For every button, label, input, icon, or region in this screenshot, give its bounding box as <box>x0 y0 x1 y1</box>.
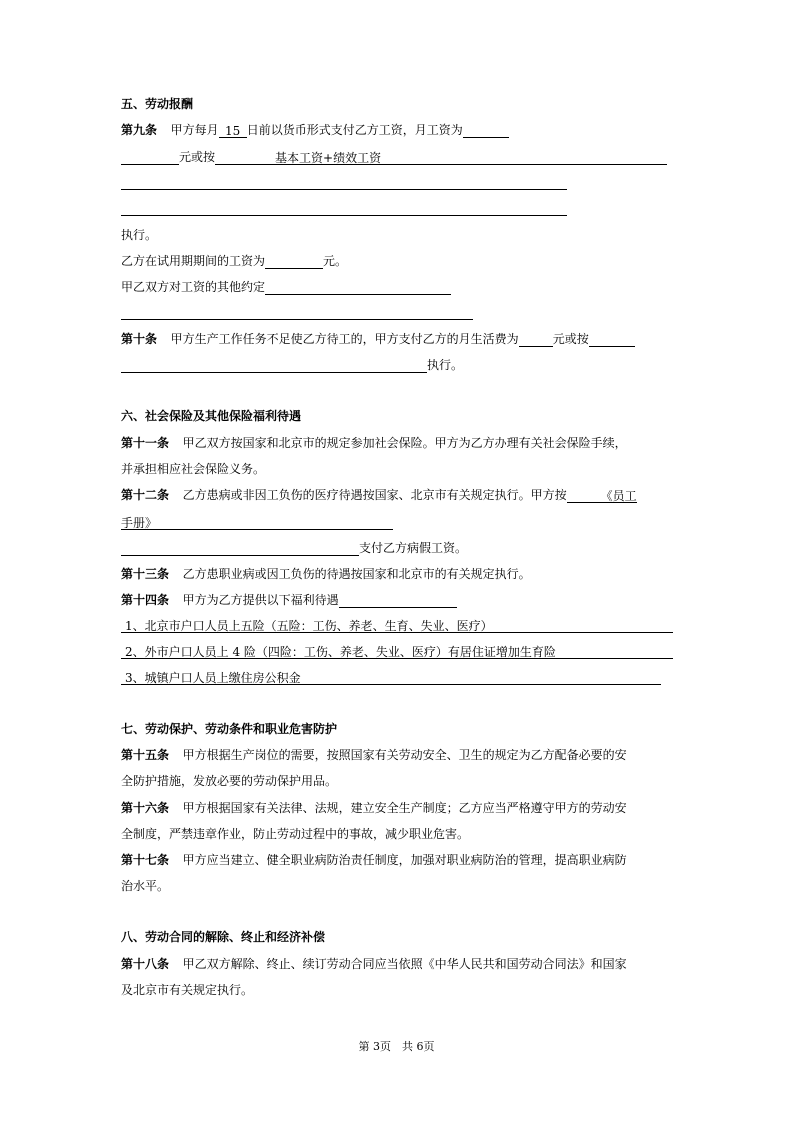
other-text: 甲乙双方对工资的其他约定 <box>121 280 266 294</box>
welfare-item-text: 3、城镇户口人员上缴住房公积金 <box>125 671 301 685</box>
article-11-line-1 <box>121 435 627 451</box>
article-text: 执行。 <box>427 358 464 372</box>
article-text: 乙方患职业病或因工负伤的待遇按国家和北京市的有关规定执行。 <box>182 567 531 581</box>
article-text: 甲方为乙方提供以下福利待遇 <box>182 593 339 607</box>
probation-wage-line <box>121 253 347 269</box>
article-text: 甲乙双方解除、终止、续订劳动合同应当依照《中华人民共和国劳动合同法》和国家 <box>182 957 627 971</box>
welfare-item <box>121 669 661 685</box>
living-fee-method-blank <box>589 332 635 347</box>
article-9-exec: 执行。 <box>121 228 158 242</box>
article-14 <box>121 592 457 608</box>
article-9-line-1 <box>121 122 509 138</box>
sick-pay-basis-value: 《员工 <box>600 489 637 503</box>
wage-method-field <box>215 150 667 165</box>
article-label: 第十五条 <box>121 748 170 762</box>
other-agreement-blank <box>265 280 451 295</box>
welfare-field <box>121 670 661 685</box>
page-number: 第 3页 共 6页 <box>358 1040 435 1053</box>
section-heading-wages: 五、劳动报酬 <box>121 97 194 111</box>
article-label: 第十一条 <box>121 436 170 450</box>
article-text: 支付乙方病假工资。 <box>359 541 468 555</box>
article-text: 甲方应当建立、健全职业病防治责任制度，加强对职业病防治的管理，提高职业病防 <box>182 853 627 867</box>
article-17-line-1 <box>121 852 627 868</box>
wage-method-value: 基本工资+绩效工资 <box>275 151 382 165</box>
article-text: 甲方每月 <box>170 123 219 137</box>
article-label: 第十七条 <box>121 853 170 867</box>
article-label: 第十二条 <box>121 488 170 502</box>
article-label: 第十六条 <box>121 801 170 815</box>
article-label: 第十八条 <box>121 957 170 971</box>
article-12-line-1 <box>121 487 637 503</box>
wage-amount-blank <box>121 150 179 165</box>
other-agreement-line <box>121 279 451 295</box>
welfare-item <box>121 617 673 633</box>
article-17-line-2: 治水平。 <box>121 879 170 893</box>
living-fee-method-blank-2 <box>121 358 427 373</box>
probation-wage-blank <box>265 254 323 269</box>
article-10-line-1 <box>121 331 635 347</box>
welfare-field <box>121 644 673 659</box>
blank-line <box>121 189 567 190</box>
monthly-wage-blank <box>463 123 509 138</box>
sick-pay-basis-field <box>567 488 637 503</box>
article-16-line-2: 全制度，严禁违章作业，防止劳动过程中的事故，减少职业危害。 <box>121 827 470 841</box>
article-text: 乙方患病或非因工负伤的医疗待遇按国家、北京市有关规定执行。甲方按 <box>182 488 567 502</box>
article-15-line-1 <box>121 747 627 763</box>
article-18-line-2: 及北京市有关规定执行。 <box>121 983 254 997</box>
article-11-line-2: 并承担相应社会保险义务。 <box>121 462 266 476</box>
sick-pay-basis-value-2: 手册》 <box>121 516 158 530</box>
article-label: 第十四条 <box>121 593 170 607</box>
article-18-line-1 <box>121 956 627 972</box>
probation-unit: 元。 <box>323 254 348 268</box>
article-12-line-2 <box>121 514 393 530</box>
article-15-line-2: 全防护措施，发放必要的劳动保护用品。 <box>121 774 338 788</box>
article-text: 元或按 <box>179 150 216 164</box>
article-text: 甲乙双方按国家和北京市的规定参加社会保险。甲方为乙方办理有关社会保险手续， <box>182 436 627 450</box>
pay-day-field <box>219 123 247 138</box>
article-16-line-1 <box>121 800 627 816</box>
article-text: 元或按 <box>552 332 589 346</box>
article-text: 甲方根据生产岗位的需要，按照国家有关劳动安全、卫生的规定为乙方配备必要的安 <box>182 748 627 762</box>
section-heading-termination: 八、劳动合同的解除、终止和经济补偿 <box>121 930 326 944</box>
article-label: 第十三条 <box>121 567 170 581</box>
article-label: 第十条 <box>121 332 158 346</box>
article-text: 日前以货币形式支付乙方工资，月工资为 <box>246 123 463 137</box>
living-fee-blank <box>519 332 553 347</box>
welfare-item-text: 1、北京市户口人员上五险（五险：工伤、养老、生育、失业、医疗） <box>125 619 493 633</box>
pay-day-value: 15 <box>225 124 241 138</box>
article-9-line-2 <box>121 149 667 165</box>
welfare-field <box>121 618 673 633</box>
article-text: 甲方根据国家有关法律、法规，建立安全生产制度；乙方应当严格遵守甲方的劳动安 <box>182 801 627 815</box>
sick-pay-blank <box>121 541 359 556</box>
blank-line <box>121 215 567 216</box>
welfare-item-text: 2、外市户口人员上 4 险（四险：工伤、养老、失业、医疗）有居住证增加生育险 <box>125 645 556 659</box>
welfare-item <box>121 643 673 659</box>
sick-pay-basis-field-2 <box>121 515 393 530</box>
probation-text: 乙方在试用期期间的工资为 <box>121 254 266 268</box>
blank-line <box>121 319 473 320</box>
article-12-line-3 <box>121 540 467 556</box>
article-label: 第九条 <box>121 123 158 137</box>
article-10-line-2 <box>121 357 463 373</box>
section-heading-protection: 七、劳动保护、劳动条件和职业危害防护 <box>121 722 338 736</box>
article-text: 甲方生产工作任务不足使乙方待工的，甲方支付乙方的月生活费为 <box>170 332 519 346</box>
article-13 <box>121 566 531 582</box>
section-heading-insurance: 六、社会保险及其他保险福利待遇 <box>121 409 302 423</box>
welfare-blank <box>339 593 457 608</box>
